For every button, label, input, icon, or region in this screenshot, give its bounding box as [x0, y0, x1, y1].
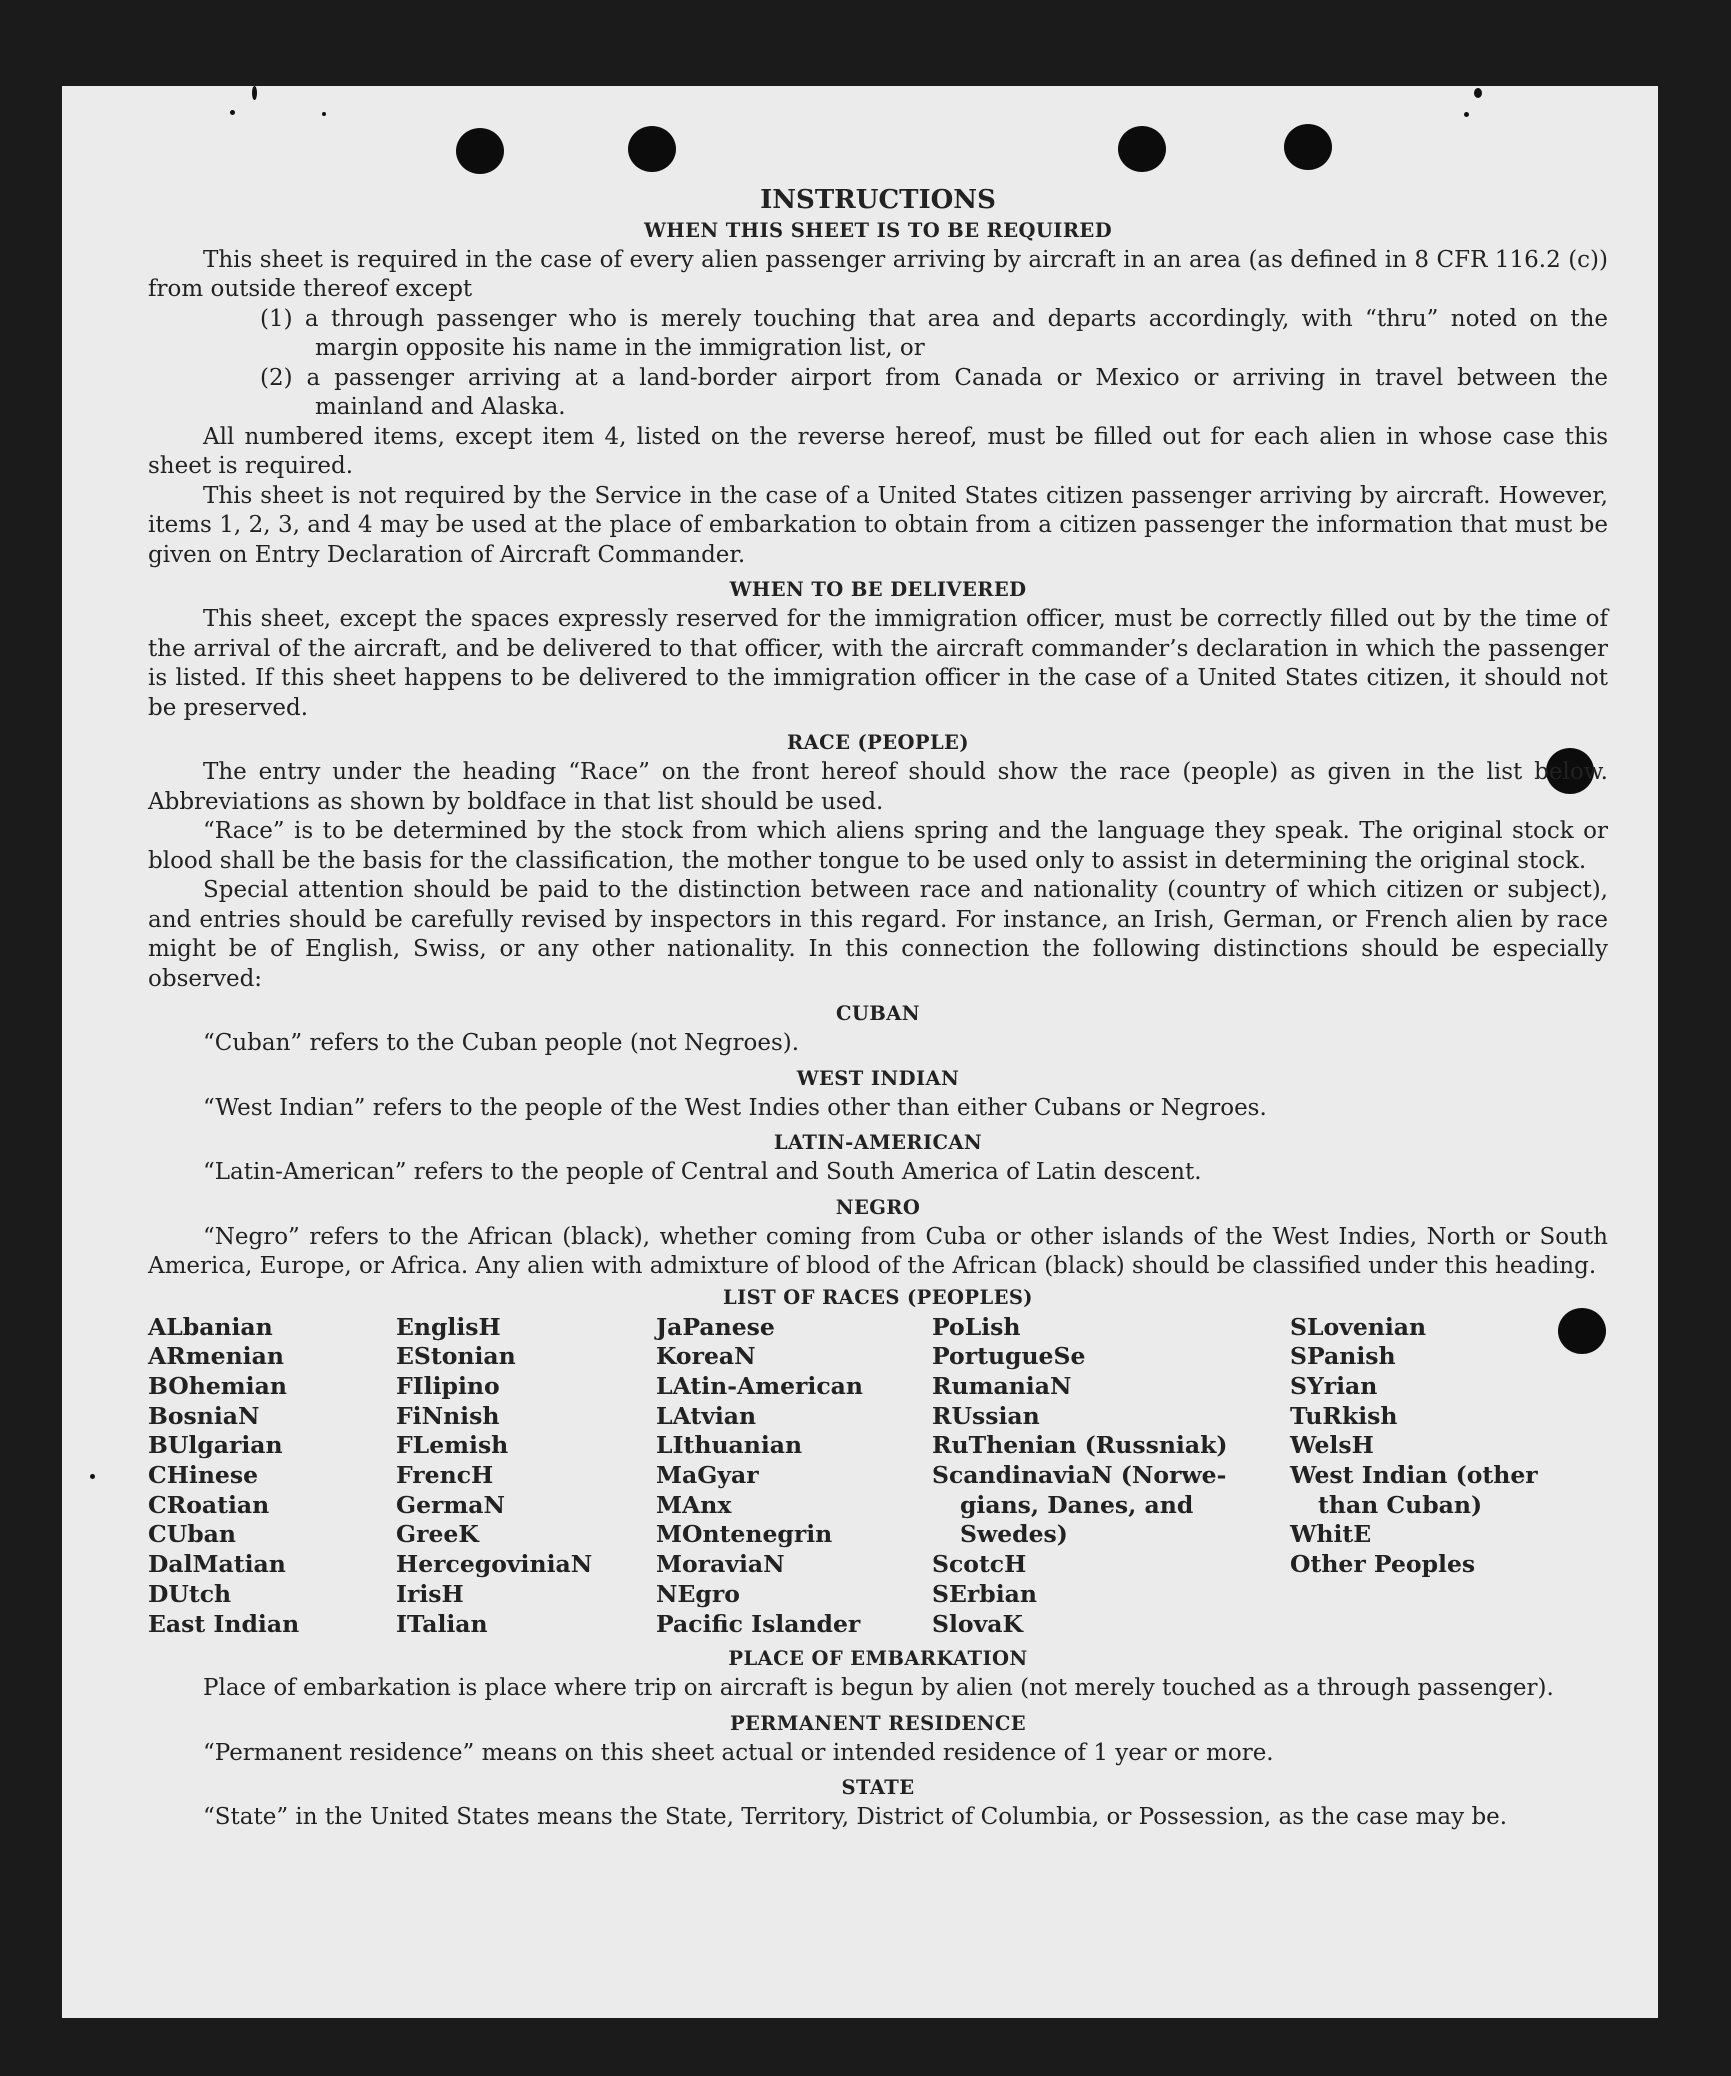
race-column: [1290, 1313, 1610, 1640]
race-item: LAtvian: [656, 1401, 757, 1430]
race-item: CRoatian: [148, 1490, 270, 1519]
race-item: East Indian: [148, 1609, 300, 1638]
race-item: Swedes): [960, 1520, 1068, 1549]
race-item: LIthuanian: [656, 1431, 803, 1460]
race-item: ARmenian: [148, 1342, 284, 1371]
race-item: SErbian: [932, 1579, 1037, 1608]
list-item: (1) a through passenger who is merely touching that area and departs accordingly, with “thru” noted on the margin opposite his name in the immigration list, or: [260, 305, 1608, 361]
heading-state: STATE: [841, 1776, 915, 1800]
race-item: WelsH: [1290, 1431, 1374, 1460]
paragraph: “Cuban” refers to the Cuban people (not Negroes).: [203, 1030, 800, 1056]
paragraph: This sheet is not required by the Service in the case of a United States citizen passenger arriving by aircraft. However, items 1, 2, 3, and 4 may be used at the place of embarkation to obtain from a citizen passenger the information that must be given on Entry Declaration of Aircraft Commander.: [148, 482, 1608, 568]
paragraph: Special attention should be paid to the distinction between race and nationality (country of which citizen or subject), and entries should be carefully revised by inspectors in this regard. For instance, an Irish, German, or French alien by race might be of English, Swiss, or any other nationality. In this connection the following distinctions should be especially observed:: [148, 877, 1608, 992]
paragraph: “Negro” refers to the African (black), whether coming from Cuba or other islands of the West Indies, North or South America, Europe, or Africa. Any alien with admixture of blood of the African (black) should be classified under this heading.: [148, 1223, 1608, 1279]
race-item: West Indian (other: [1290, 1461, 1538, 1490]
ink-speck: [90, 1474, 95, 1479]
race-item: MOntenegrin: [656, 1520, 833, 1549]
paragraph: “Latin-American” refers to the people of Central and South America of Latin descent.: [203, 1159, 1202, 1185]
race-item: ALbanian: [148, 1312, 273, 1341]
paragraph: “Race” is to be determined by the stock from which aliens spring and the language they speak. The original stock or blood shall be the basis for the classification, the mother tongue to be used only to assist in determining the original stock.: [148, 818, 1608, 874]
race-column: [932, 1313, 1290, 1640]
race-item: ScandinaviaN (Norwe-: [932, 1461, 1227, 1490]
heading-latin-american: LATIN-AMERICAN: [773, 1131, 983, 1154]
race-item: BOhemian: [148, 1371, 287, 1400]
heading-negro: NEGRO: [835, 1195, 921, 1219]
race-item: FLemish: [396, 1431, 509, 1460]
heading-when-delivered: WHEN TO BE DELIVERED: [729, 578, 1027, 601]
race-item: PortugueSe: [932, 1342, 1086, 1371]
race-item: MaGyar: [656, 1461, 759, 1490]
race-item: CUban: [148, 1520, 236, 1549]
paragraph: The entry under the heading “Race” on the front hereof should show the race (people) as given in the list below. Abbreviations as shown by boldface in that list should be used.: [148, 759, 1608, 815]
race-item: JaPanese: [656, 1312, 775, 1341]
race-item: MAnx: [656, 1490, 732, 1519]
race-item: HercegoviniaN: [396, 1550, 593, 1579]
ink-speck: [230, 110, 235, 115]
punch-hole: [456, 128, 504, 174]
race-item: ITalian: [396, 1609, 488, 1638]
race-item: MoraviaN: [656, 1550, 785, 1579]
race-item: SlovaK: [932, 1609, 1023, 1638]
heading-cuban: CUBAN: [836, 1002, 920, 1025]
race-item: FiNnish: [396, 1401, 500, 1430]
race-item: EnglisH: [396, 1312, 501, 1341]
race-item: gians, Danes, and: [960, 1490, 1194, 1519]
ink-speck: [252, 86, 257, 100]
paragraph: Place of embarkation is place where trip on aircraft is begun by alien (not merely touched as a through passenger).: [203, 1675, 1554, 1702]
page-title: INSTRUCTIONS: [760, 185, 996, 215]
paragraph: “Permanent residence” means on this sheet actual or intended residence of 1 year or more.: [203, 1739, 1274, 1766]
race-item: FrencH: [396, 1461, 494, 1490]
race-item: NEgro: [656, 1579, 740, 1608]
punch-hole: [1118, 126, 1166, 172]
race-item: LAtin-American: [656, 1371, 863, 1400]
race-item: IrisH: [396, 1579, 464, 1608]
race-item: CHinese: [148, 1461, 259, 1490]
race-item: SYrian: [1290, 1371, 1378, 1400]
race-item: RuThenian (Russniak): [932, 1431, 1228, 1460]
race-item: BosniaN: [148, 1401, 260, 1430]
paragraph: “State” in the United States means the State, Territory, District of Columbia, or Possession, as the case may be.: [203, 1804, 1508, 1831]
heading-embarkation: PLACE OF EMBARKATION: [728, 1647, 1028, 1671]
race-item: SLovenian: [1290, 1312, 1427, 1341]
paragraph: All numbered items, except item 4, listed on the reverse hereof, must be filled out for each alien in whose case this sheet is required.: [148, 423, 1608, 479]
list-item: (2) a passenger arriving at a land-border airport from Canada or Mexico or arriving in travel between the mainland and Alaska.: [260, 364, 1608, 420]
race-column: [396, 1313, 656, 1640]
race-item: GreeK: [396, 1520, 479, 1549]
heading-west-indian: WEST INDIAN: [796, 1066, 960, 1090]
race-item: RUssian: [932, 1401, 1040, 1430]
ink-speck: [322, 112, 326, 116]
paragraph: This sheet, except the spaces expressly reserved for the immigration officer, must be correctly filled out by the time of the arrival of the aircraft, and be delivered to that officer, with the aircraft commander’s declaration in which the passenger is listed. If this sheet happens to be delivered to the immigration officer in the case of a United States citizen, it should not be preserved.: [148, 606, 1608, 721]
race-item: than Cuban): [1318, 1490, 1483, 1519]
race-column: [148, 1313, 396, 1640]
race-item: GermaN: [396, 1490, 505, 1519]
document-sheet: [62, 86, 1658, 2018]
race-item: TuRkish: [1290, 1401, 1398, 1430]
race-item: ScotcH: [932, 1550, 1027, 1579]
race-list: [148, 1313, 1608, 1640]
instructions-text: [148, 186, 1608, 1833]
race-column: [656, 1313, 932, 1640]
paragraph: This sheet is required in the case of every alien passenger arriving by aircraft in an area (as defined in 8 CFR 116.2 (c)) from outside thereof except: [148, 246, 1608, 302]
race-item: DUtch: [148, 1579, 232, 1608]
punch-hole: [1284, 124, 1332, 170]
race-item: EStonian: [396, 1342, 516, 1371]
heading-when-required: WHEN THIS SHEET IS TO BE REQUIRED: [643, 218, 1113, 242]
race-item: FIlipino: [396, 1371, 500, 1400]
race-item: DalMatian: [148, 1550, 286, 1579]
race-item: KoreaN: [656, 1342, 756, 1371]
race-item: PoLish: [932, 1312, 1021, 1341]
heading-permanent-residence: PERMANENT RESIDENCE: [729, 1711, 1027, 1735]
race-item: RumaniaN: [932, 1371, 1072, 1400]
race-item: SPanish: [1290, 1342, 1396, 1371]
ink-speck: [1464, 112, 1469, 117]
race-item: BUlgarian: [148, 1431, 283, 1460]
heading-list-of-races: LIST OF RACES (PEOPLES): [723, 1285, 1033, 1309]
paragraph: “West Indian” refers to the people of the West Indies other than either Cubans or Negroes.: [203, 1094, 1267, 1121]
race-item: Pacific Islander: [656, 1609, 861, 1638]
race-item: WhitE: [1290, 1520, 1372, 1549]
race-item: Other Peoples: [1290, 1550, 1476, 1579]
punch-hole: [628, 126, 676, 172]
heading-race: RACE (PEOPLE): [787, 731, 969, 754]
ink-speck: [1474, 88, 1482, 98]
